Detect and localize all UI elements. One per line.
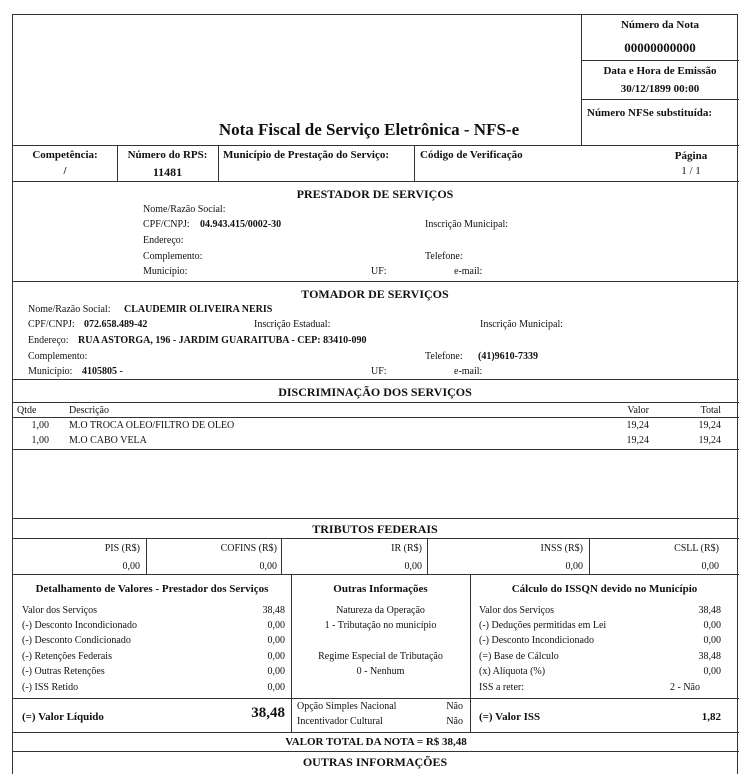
calculo-row-value: 0,00 — [703, 666, 721, 677]
inss-label: INSS (R$) — [540, 543, 583, 554]
prestador-municipio-label: Município: — [143, 266, 188, 277]
numero-nota-value: 00000000000 — [624, 40, 696, 55]
rps-label: Número do RPS: — [127, 149, 208, 161]
tributos-title: TRIBUTOS FEDERAIS — [312, 522, 438, 536]
tomador-telefone-label: Telefone: — [425, 351, 463, 362]
service-qtde: 1,00 — [31, 435, 49, 446]
incentivador-value: Não — [446, 716, 463, 727]
service-row — [13, 420, 739, 435]
simples-value: Não — [446, 701, 463, 712]
col-total: Total — [700, 405, 721, 416]
substituida-label: Número NFSe substituída: — [587, 107, 713, 119]
tomador-telefone-value: (41)9610-7339 — [478, 351, 538, 362]
col-descricao: Descrição — [69, 405, 109, 416]
detalhamento-row-value: 38,48 — [262, 605, 285, 616]
detalhamento-row-label: (-) Retenções Federais — [22, 651, 112, 662]
competencia-label: Competência: — [32, 149, 98, 161]
service-total: 19,24 — [698, 420, 721, 431]
service-descricao: M.O TROCA OLEO/FILTRO DE OLEO — [69, 420, 235, 431]
tomador-municipio-value: 4105805 - — [82, 366, 123, 377]
calculo-title: Cálculo do ISSQN devido no Município — [511, 583, 698, 595]
ir-value: 0,00 — [404, 561, 422, 572]
ir-label: IR (R$) — [391, 543, 422, 554]
regime-value: 0 - Nenhum — [356, 666, 405, 677]
tomador-title: TOMADOR DE SERVIÇOS — [301, 287, 449, 301]
prestador-cpf-label: CPF/CNPJ: — [143, 219, 190, 230]
service-valor: 19,24 — [626, 420, 649, 431]
tomador-endereco-label: Endereço: — [28, 335, 69, 346]
outras-informacoes-title: OUTRAS INFORMAÇÕES — [302, 755, 448, 769]
detalhamento-row-value: 0,00 — [267, 682, 285, 693]
csll-label: CSLL (R$) — [674, 543, 719, 554]
detalhamento-row-label: Valor dos Serviços — [22, 605, 97, 616]
csll-value: 0,00 — [701, 561, 719, 572]
regime-label: Regime Especial de Tributação — [318, 651, 443, 662]
pagina-label: Página — [674, 150, 708, 162]
emissao-value: 30/12/1899 00:00 — [620, 83, 700, 95]
calculo-row-label: (=) Base de Cálculo — [479, 651, 559, 662]
tomador-email-label: e-mail: — [454, 366, 483, 377]
prestador-endereco-label: Endereço: — [143, 235, 184, 246]
detalhamento-row-label: (-) Outras Retenções — [22, 666, 105, 677]
tomador-inscricao-municipal-label: Inscrição Municipal: — [480, 319, 564, 330]
calculo-row-value: 2 - Não — [670, 682, 700, 693]
service-valor: 19,24 — [626, 435, 649, 446]
calculo-row-value: 38,48 — [698, 651, 721, 662]
pagina-value: 1 / 1 — [681, 165, 701, 177]
calculo-row-label: (-) Desconto Incondicionado — [479, 635, 594, 646]
servicos-title: DISCRIMINAÇÃO DOS SERVIÇOS — [278, 385, 472, 399]
service-row — [13, 435, 739, 450]
valor-iss-value: 1,82 — [701, 711, 721, 723]
cofins-value: 0,00 — [259, 561, 277, 572]
prestador-uf-label: UF: — [371, 266, 387, 277]
prestador-telefone-label: Telefone: — [425, 251, 463, 262]
tomador-cpf-value: 072.658.489-42 — [84, 319, 148, 330]
tomador-endereco-value: RUA ASTORGA, 196 - JARDIM GUARAITUBA - CEP: 83410-090 — [78, 335, 367, 346]
col-valor: Valor — [627, 405, 649, 416]
competencia-value: / — [63, 165, 67, 177]
outras-info-box-title: Outras Informações — [333, 583, 428, 595]
tomador-municipio-label: Município: — [28, 366, 73, 377]
natureza-label: Natureza da Operação — [336, 605, 425, 616]
calculo-row-label: (-) Deduções permitidas em Lei — [479, 620, 607, 631]
tomador-cpf-label: CPF/CNPJ: — [28, 319, 75, 330]
numero-nota-label: Número da Nota — [620, 19, 699, 31]
calculo-row-label: (x) Alíquota (%) — [479, 666, 546, 677]
prestador-title: PRESTADOR DE SERVIÇOS — [296, 187, 454, 201]
prestador-inscricao-label: Inscrição Municipal: — [425, 219, 509, 230]
natureza-value: 1 - Tributação no município — [324, 620, 437, 631]
valor-liquido-label: (=) Valor Líquido — [22, 711, 104, 723]
detalhamento-row-label: (-) Desconto Condicionado — [22, 635, 131, 646]
incentivador-label: Incentivador Cultural — [297, 716, 383, 727]
valor-iss-label: (=) Valor ISS — [479, 711, 541, 723]
tomador-uf-label: UF: — [371, 366, 387, 377]
inss-value: 0,00 — [565, 561, 583, 572]
prestador-email-label: e-mail: — [454, 266, 483, 277]
detalhamento-title: Detalhamento de Valores - Prestador dos Serviços — [35, 583, 269, 595]
calculo-row-label: Valor dos Serviços — [479, 605, 554, 616]
tomador-nome-label: Nome/Razão Social: — [28, 304, 111, 315]
simples-label: Opção Simples Nacional — [297, 701, 397, 712]
emissao-label: Data e Hora de Emissão — [603, 65, 717, 77]
col-qtde: Qtde — [17, 405, 37, 416]
prestador-nome-label: Nome/Razão Social: — [143, 204, 226, 215]
tomador-inscricao-estadual-label: Inscrição Estadual: — [254, 319, 331, 330]
valor-liquido-value: 38,48 — [251, 705, 285, 721]
calculo-row-value: 0,00 — [703, 620, 721, 631]
calculo-row-label: ISS a reter: — [479, 682, 524, 693]
cofins-label: COFINS (R$) — [220, 543, 277, 554]
prestador-complemento-label: Complemento: — [143, 251, 203, 262]
valor-total-nota: VALOR TOTAL DA NOTA = R$ 38,48 — [285, 736, 467, 748]
prestador-cpf-value: 04.943.415/0002-30 — [200, 219, 282, 230]
document-title: Nota Fiscal de Serviço Eletrônica - NFS-e — [218, 120, 520, 139]
detalhamento-row-value: 0,00 — [267, 635, 285, 646]
detalhamento-row-label: (-) ISS Retido — [22, 682, 79, 693]
detalhamento-row-value: 0,00 — [267, 651, 285, 662]
service-qtde: 1,00 — [31, 420, 49, 431]
calculo-row-value: 0,00 — [703, 635, 721, 646]
nfse-document — [12, 14, 738, 774]
service-descricao: M.O CABO VELA — [69, 435, 147, 446]
tomador-complemento-label: Complemento: — [28, 351, 88, 362]
detalhamento-row-value: 0,00 — [267, 620, 285, 631]
detalhamento-row-label: (-) Desconto Incondicionado — [22, 620, 137, 631]
service-total: 19,24 — [698, 435, 721, 446]
rps-value: 11481 — [152, 165, 183, 179]
tomador-nome-value: CLAUDEMIR OLIVEIRA NERIS — [124, 304, 273, 315]
pis-label: PIS (R$) — [104, 543, 140, 554]
codigo-verificacao-label: Código de Verificação — [420, 149, 523, 161]
calculo-row-value: 38,48 — [698, 605, 721, 616]
municipio-prestacao-label: Município de Prestação do Serviço: — [223, 149, 389, 161]
detalhamento-row-value: 0,00 — [267, 666, 285, 677]
pis-value: 0,00 — [122, 561, 140, 572]
